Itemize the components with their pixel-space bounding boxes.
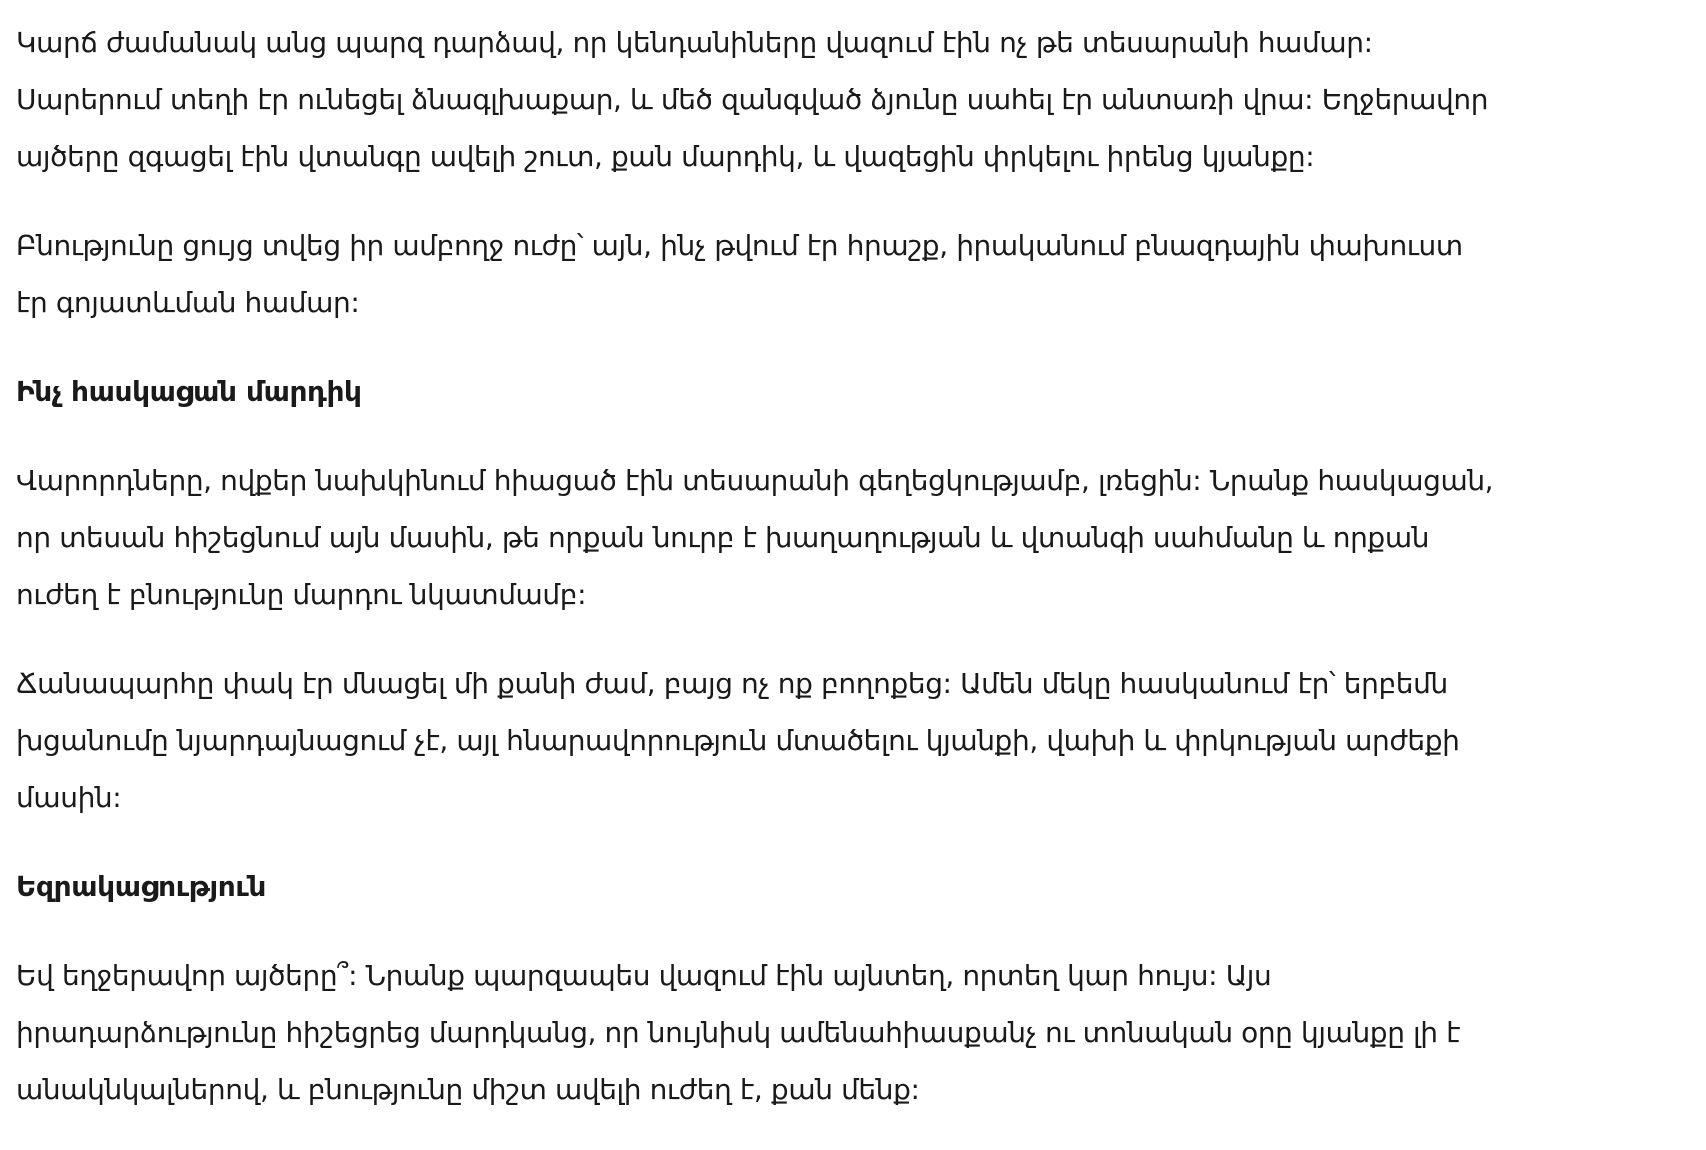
paragraph-nature-power (16, 217, 1616, 331)
article-body (16, 14, 1616, 1150)
paragraph-drivers-understood (16, 452, 1616, 623)
text-line: էր գոյատևման համար: (16, 286, 360, 319)
text-line: այծերը զգացել էին վտանգը ավելի շուտ, քան մարդիկ, և վազեցին փրկելու իրենց կյանքը: (16, 140, 1315, 173)
text-line: ուժեղ է բնությունը մարդու նկատմամբ: (16, 578, 587, 611)
text-line: Սարերում տեղի էր ունեցել ձնագլխաքար, և մեծ զանգված ձյունը սահել էր անտառի վրա: Եղջերավոր (16, 83, 1489, 116)
paragraph-avalanche-reveal (16, 14, 1616, 185)
paragraph-road-closed (16, 655, 1616, 826)
text-line: խցանումը նյարդայնացում չէ, այլ հնարավորություն մտածելու կյանքի, վախի և փրկության արժեքի (16, 724, 1460, 757)
text-line: անակնկալներով, և բնությունը միշտ ավելի ուժեղ է, քան մենք: (16, 1073, 920, 1106)
text-line: մասին: (16, 781, 122, 814)
text-line: Կարճ ժամանակ անց պարզ դարձավ, որ կենդանիները վազում էին ոչ թե տեսարանի համար: (16, 26, 1373, 59)
text-line: իրադարձությունը հիշեցրեց մարդկանց, որ նույնիսկ ամենահիասքանչ ու տոնական օրը կյանքը լի է (16, 1016, 1461, 1049)
text-line: Եվ եղջերավոր այծերը՞: Նրանք պարզապես վազում էին այնտեղ, որտեղ կար հույս: Այս (16, 959, 1272, 992)
text-line: որ տեսան հիշեցնում այն մասին, թե որքան նուրբ է խաղաղության և վտանգի սահմանը և որքան (16, 521, 1430, 554)
text-line: Վարորդները, ովքեր նախկինում հիացած էին տեսարանի գեղեցկությամբ, լռեցին: Նրանք հասկացան, (16, 464, 1494, 497)
section-heading-conclusion: Եզրակացություն (16, 870, 266, 903)
paragraph-conclusion (16, 947, 1616, 1118)
section-heading-what-people-understood: Ինչ հասկացան մարդիկ (16, 375, 362, 408)
text-line: Բնությունը ցույց տվեց իր ամբողջ ուժը՝ այն, ինչ թվում էր հրաշք, իրականում բնազդային փախուստ (16, 229, 1463, 262)
text-line: Ճանապարհը փակ էր մնացել մի քանի ժամ, բայց ոչ ոք բողոքեց: Ամեն մեկը հասկանում էր՝ երբեմն (16, 667, 1448, 700)
